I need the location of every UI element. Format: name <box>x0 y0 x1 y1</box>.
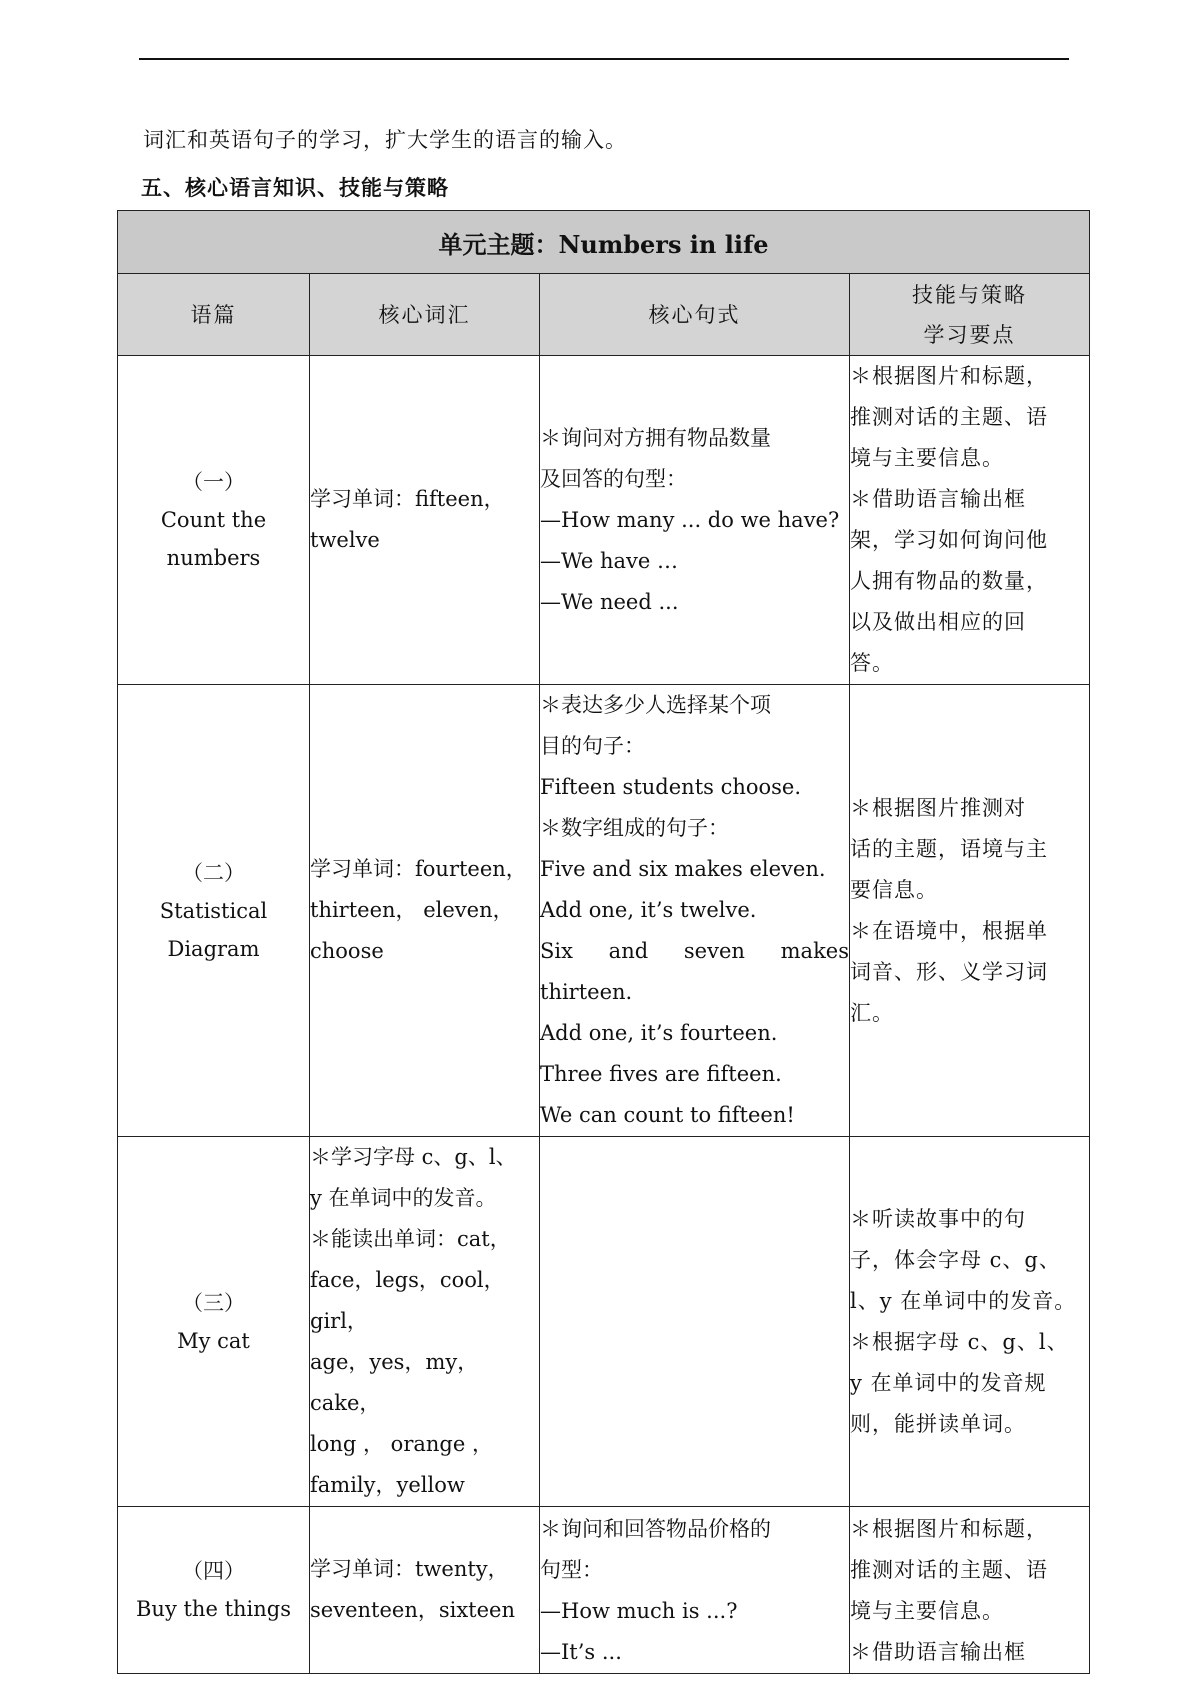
lesson-cell <box>118 1507 310 1674</box>
skills-cell <box>850 356 1090 685</box>
vocab-line: y 在单词中的发音。 <box>310 1186 497 1210</box>
intro-text: 词汇和英语句子的学习，扩大学生的语言的输入。 <box>143 128 627 152</box>
lesson-cell <box>118 1137 310 1507</box>
skills-line: l、y 在单词中的发音。 <box>850 1288 1077 1313</box>
vocab-cell <box>310 1137 540 1507</box>
lesson-title-line: My cat <box>177 1328 250 1353</box>
vocab-line: face，legs，cool，girl， <box>310 1268 505 1333</box>
lesson-number: （三） <box>182 1290 245 1315</box>
lesson-cell <box>118 685 310 1137</box>
section-heading: 五、核心语言知识、技能与策略 <box>141 175 449 200</box>
pattern-line: —How much is ...? <box>540 1599 738 1623</box>
vocab-line: ＊能读出单词：cat， <box>310 1227 511 1251</box>
header-skills-line-1: 技能与策略 <box>912 282 1028 307</box>
pattern-line: We can count to fifteen! <box>540 1103 795 1127</box>
skills-line: ＊听读故事中的句 <box>850 1206 1026 1231</box>
table-row-4 <box>118 1507 1090 1674</box>
vocab-cell <box>310 356 540 685</box>
table-title: 单元主题：Numbers in life <box>118 211 1090 274</box>
skills-line: ＊根据图片推测对 <box>850 795 1026 820</box>
skills-line: 人拥有物品的数量， <box>850 569 1048 593</box>
vocab-line: ＊学习字母 c、g、l、 <box>310 1145 517 1169</box>
pattern-line: ＊表达多少人选择某个项 <box>540 693 771 717</box>
pattern-line: —We need ... <box>540 589 679 614</box>
pattern-line: Add one, it’s fourteen. <box>540 1021 778 1045</box>
pattern-line: —It’s ... <box>540 1640 622 1664</box>
skills-line: 架，学习如何询问他 <box>850 528 1048 552</box>
lesson-title-line: Statistical <box>159 898 268 923</box>
pattern-line: ＊询问对方拥有物品数量 <box>540 425 771 450</box>
vocab-line: long ， orange ， <box>310 1432 493 1456</box>
skills-line: 汇。 <box>850 1000 894 1025</box>
pattern-line: ＊数字组成的句子： <box>540 816 729 840</box>
vocab-line: thirteen， eleven， <box>310 898 514 922</box>
vocab-cell <box>310 685 540 1137</box>
pattern-line: —We have … <box>540 548 678 573</box>
header-rule <box>139 58 1069 60</box>
table-row-2 <box>118 685 1090 1137</box>
pattern-line: Fifteen students choose. <box>540 775 802 799</box>
vocab-cell <box>310 1507 540 1674</box>
pattern-line: Six and seven makes <box>540 939 849 963</box>
skills-line: y 在单词中的发音规 <box>850 1370 1047 1395</box>
skills-line: 词音、形、义学习词 <box>850 959 1048 984</box>
skills-line: 境与主要信息。 <box>850 1599 1004 1623</box>
pattern-line: 及回答的句型： <box>540 466 687 491</box>
skills-line: ＊根据字母 c、g、l、 <box>850 1329 1069 1354</box>
lesson-number: （二） <box>182 860 245 885</box>
core-language-table <box>117 210 1090 1674</box>
skills-cell <box>850 685 1090 1137</box>
lesson-number: （四） <box>182 1559 245 1583</box>
header-core-vocab: 核心词汇 <box>310 274 540 356</box>
skills-line: ＊借助语言输出框 <box>850 487 1026 511</box>
header-skills-line-2: 学习要点 <box>923 322 1016 347</box>
header-skills-strategies <box>850 274 1090 356</box>
pattern-line: —How many ... do we have? <box>540 507 840 532</box>
vocab-line: choose <box>310 939 384 963</box>
skills-cell <box>850 1507 1090 1674</box>
pattern-line: thirteen. <box>540 980 633 1004</box>
vocab-line: family，yellow <box>310 1473 465 1497</box>
pattern-cell <box>540 685 850 1137</box>
skills-line: 话的主题，语境与主 <box>850 836 1048 861</box>
header-core-patterns: 核心句式 <box>540 274 850 356</box>
skills-line: 以及做出相应的回 <box>850 610 1026 634</box>
vocab-line: 学习单词：twenty， <box>310 1557 509 1581</box>
header-lesson: 语篇 <box>118 274 310 356</box>
pattern-cell <box>540 356 850 685</box>
vocab-line: twelve <box>310 528 380 552</box>
pattern-line: Three fives are fifteen. <box>540 1062 782 1086</box>
pattern-cell <box>540 1507 850 1674</box>
lesson-cell <box>118 356 310 685</box>
vocab-line: age，yes，my，cake， <box>310 1350 479 1415</box>
lesson-title-line: numbers <box>166 546 261 570</box>
lesson-title-line: Buy the things <box>136 1597 291 1621</box>
skills-line: 子，体会字母 c、g、 <box>850 1247 1061 1272</box>
lesson-title-line: Count the <box>160 508 267 532</box>
skills-line: 则，能拼读单词。 <box>850 1411 1026 1436</box>
table-row-1 <box>118 356 1090 685</box>
skills-line: 境与主要信息。 <box>850 446 1004 470</box>
skills-line: ＊根据图片和标题， <box>850 364 1048 388</box>
skills-line: 要信息。 <box>850 877 938 902</box>
vocab-line: 学习单词：fourteen， <box>310 857 527 881</box>
skills-line: ＊根据图片和标题， <box>850 1517 1048 1541</box>
pattern-line: Five and six makes eleven. <box>540 857 826 881</box>
skills-line: 答。 <box>850 651 894 675</box>
skills-cell <box>850 1137 1090 1507</box>
vocab-line: 学习单词：fifteen， <box>310 487 505 511</box>
pattern-line: ＊询问和回答物品价格的 <box>540 1517 771 1541</box>
lesson-title-line: Diagram <box>167 936 260 961</box>
skills-line: 推测对话的主题、语 <box>850 1558 1048 1582</box>
vocab-line: seventeen，sixteen <box>310 1598 515 1622</box>
table-row-3 <box>118 1137 1090 1507</box>
skills-line: ＊借助语言输出框 <box>850 1640 1026 1664</box>
skills-line: ＊在语境中，根据单 <box>850 918 1048 943</box>
pattern-cell-empty <box>540 1137 850 1507</box>
lesson-number: （一） <box>182 470 245 494</box>
skills-line: 推测对话的主题、语 <box>850 405 1048 429</box>
pattern-line: 目的句子： <box>540 734 645 758</box>
pattern-line: Add one, it’s twelve. <box>540 898 757 922</box>
pattern-line: 句型： <box>540 1558 603 1582</box>
